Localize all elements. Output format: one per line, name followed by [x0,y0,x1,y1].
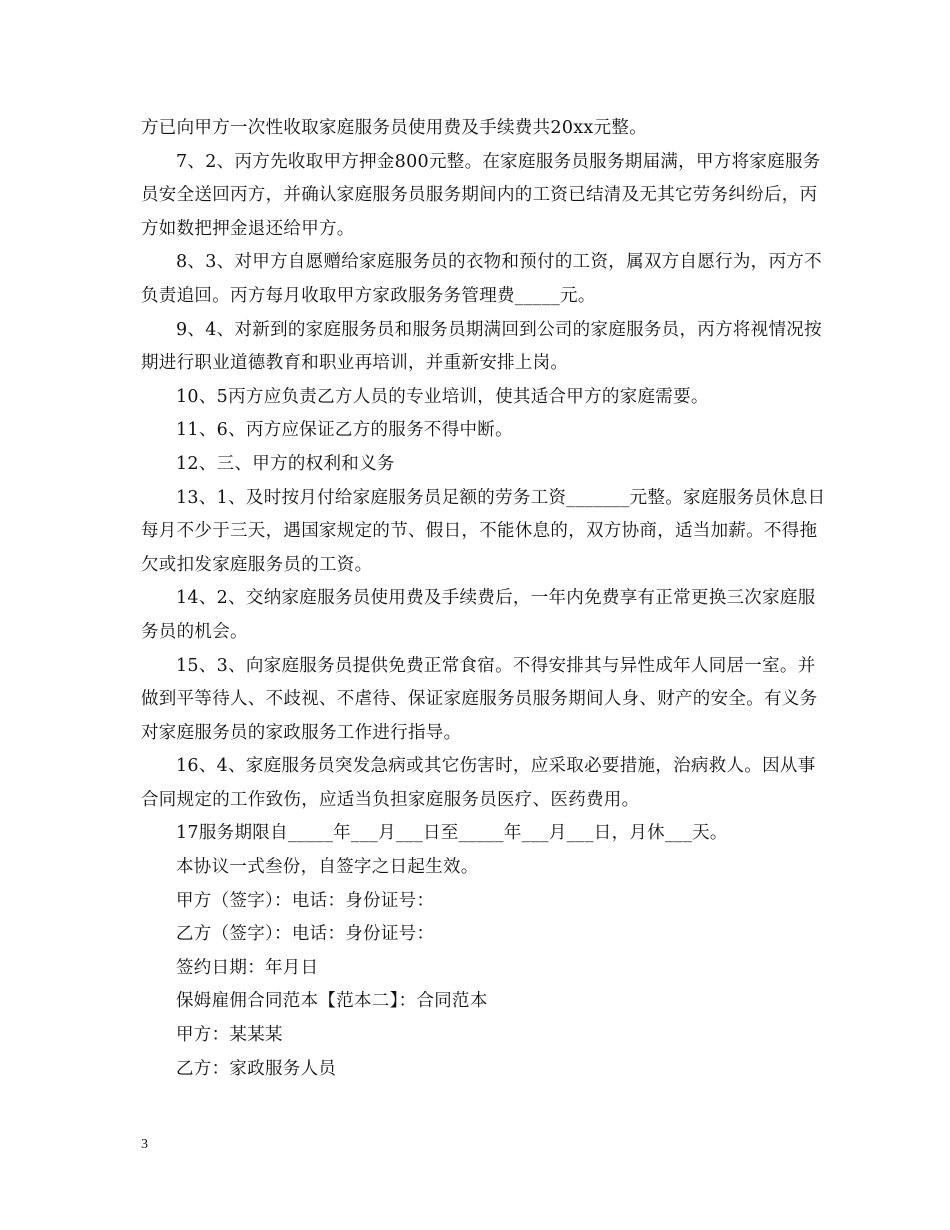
section-title-template-two: 保姆雇佣合同范本【范本二】：合同范本 [176,991,488,1012]
paragraph-clause-17: 17服务期限自_____年___月___日至_____年___月___日，月休___天。 [176,823,728,844]
signing-date: 签约日期：年月日 [176,957,319,978]
paragraph-clause-9: 9、4、对新到的家庭服务员和服务员期满回到公司的家庭服务员，丙方将视情况按期进行职业道德教育和职业再培训，并重新安排上岗。 [141,319,822,374]
paragraph-clause-8: 8、3、对甲方自愿赠给家庭服务员的衣物和预付的工资，属双方自愿行为，丙方不负责追回。丙方每月收取甲方家政服务务管理费_____元。 [141,252,822,306]
signature-party-b: 乙方（签字）：电话：身份证号： [176,924,435,945]
paragraph-clause-7: 7、2、丙方先收取甲方押金800元整。在家庭服务员服务期届满，甲方将家庭服务员安全送回丙方，并确认家庭服务员服务期间内的工资已结清及无其它劳务纠纷后，丙方如数把押金退还给甲方。 [141,151,821,239]
paragraph-clause-12: 12、三、甲方的权利和义务 [176,453,395,474]
signature-party-a: 甲方（签字）：电话：身份证号： [176,890,435,911]
paragraph-clause-14: 14、2、交纳家庭服务员使用费及手续费后，一年内免费享有正常更换三次家庭服务员的机会。 [141,588,816,642]
page-number: 3 [141,1137,148,1152]
paragraph-continuation: 方已向甲方一次性收取家庭服务员使用费及手续费共20xx元整。 [141,118,648,138]
paragraph-clause-15: 15、3、向家庭服务员提供免费正常食宿。不得安排其与异性成年人同居一室。并做到平等待人、不歧视、不虐待、保证家庭服务员服务期间人身、财产的安全。有义务对家庭服务员的家政服务工作进行指导。 [141,655,818,743]
paragraph-effective: 本协议一式叁份，自签字之日起生效。 [176,857,479,878]
paragraph-clause-11: 11、6、丙方应保证乙方的服务不得中断。 [176,420,513,441]
paragraph-clause-16: 16、4、家庭服务员突发急病或其它伤害时，应采取必要措施，治病救人。因从事合同规定的工作致伤，应适当负担家庭服务员医疗、医药费用。 [141,756,816,810]
document-body [141,112,827,1086]
party-b-name: 乙方：家政服务人员 [176,1058,337,1079]
party-a-name: 甲方：某某某 [176,1025,283,1046]
paragraph-clause-10: 10、5丙方应负责乙方人员的专业培训，使其适合甲方的家庭需要。 [176,386,709,407]
paragraph-clause-13: 13、1、及时按月付给家庭服务员足额的劳务工资_______元整。家庭服务员休息日每月不少于三天，遇国家规定的节、假日，不能休息的，双方协商，适当加薪。不得拖欠或扣发家庭服务员的工资。 [141,487,826,575]
